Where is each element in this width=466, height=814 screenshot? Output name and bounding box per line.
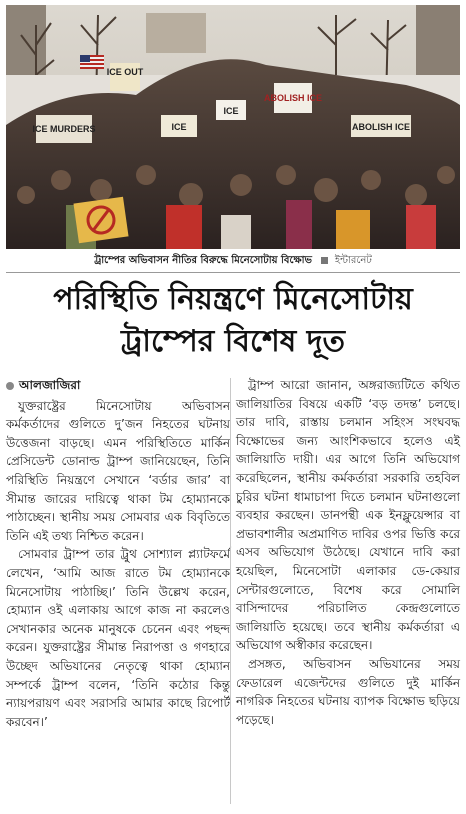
photo-sign: ICE xyxy=(223,106,239,116)
source-label: আলজাজিরা xyxy=(19,378,81,392)
headline-line-1: পরিস্থিতি নিয়ন্ত্রণে মিনেসোটায় xyxy=(53,282,413,317)
photo-sign: ICE OUT xyxy=(106,67,144,77)
protest-photo xyxy=(6,5,460,249)
photo-sign: ICE MURDERS xyxy=(32,124,96,134)
photo-sign: ABOLISH ICE xyxy=(263,93,323,103)
article-paragraph: যুক্তরাষ্ট্রের মিনেসোটায় অভিবাসন কর্মকর্তাদের গুলিতে দু’জন নিহতের ঘটনায় উত্তেজনা বাড়ছে। এমন পরিস্থিতিতে মার্কিন প্রেসিডেন্ট ডোনাল্ড ট্রাম্প জানিয়েছেন, তিনি পরিস্থিতি নিয়ন্ত্রণে সেখানে ‘বর্ডার জার’ বা সীমান্ত জারের দায়িত্বে থাকা টম হোম্যানকে পাঠাচ্ছেন। স্থানীয় সময় সোমবার এক বিবৃতিতে তিনি এই তথ্য নিশ্চিত করেন। xyxy=(6,398,230,543)
photo-sign: ICE xyxy=(171,122,187,132)
article-column-left xyxy=(6,376,230,731)
headline-rule-top xyxy=(6,272,460,273)
column-divider xyxy=(230,378,231,804)
bullet-dot-icon xyxy=(6,382,14,390)
square-bullet-icon xyxy=(321,257,328,264)
article-paragraph: সোমবার ট্রাম্প তার ট্রুথ সোশ্যাল প্ল্যাটফর্মে লেখেন, ‘আমি আজ রাতে টম হোম্যানকে মিনেসোটায় পাঠাচ্ছি।’ তিনি উল্লেখ করেন, হোম্যান ওই এলাকায় আগে কাজ না করলেও সেখানকার অনেক মানুষকে চেনেন এবং পছন্দ করেন। যুক্তরাষ্ট্রের সীমান্ত নিরাপত্তা ও গণহারে উচ্ছেদ অভিযানের নেতৃত্বে থাকা হোম্যান সম্পর্কে ট্রাম্প বলেন, ‘তিনি কঠোর কিন্তু ন্যায়পরায়ণ এবং সরাসরি আমার কাছে রিপোর্ট করবেন।’ xyxy=(6,547,230,729)
article-column-right xyxy=(236,376,460,729)
article-paragraph: প্রসঙ্গত, অভিবাসন অভিযানের সময় ফেডারেল এজেন্টদের গুলিতে দুই মার্কিন নাগরিক নিহতের ঘটনায় ব্যাপক বিক্ষোভ ছড়িয়ে পড়েছে। xyxy=(236,656,460,727)
caption-source: ইন্টারনেট xyxy=(334,255,372,266)
article-paragraph: ট্রাম্প আরো জানান, অঙ্গরাজ্যটিতে কথিত জালিয়াতির বিষয়ে একটি ‘বড় তদন্ত’ চলছে। তার দাবি, রাস্তায় চলমান সহিংস সংঘবদ্ধ বিক্ষোভের জন্য আংশিকভাবে হলেও এই জালিয়াতি দায়ী। এর আগে তিনি অভিযোগ করেছিলেন, স্থানীয় কর্মকর্তারা সরকারি তহবিল চুরির ঘটনা ধামাচাপা দিতে চলমান ঘটনাগুলো ব্যবহার করছেন। ডানপন্থী এক ইনফ্লুয়েন্সার বা প্রভাবশালীর অপ্রমাণিত দাবির ওপর ভিত্তি করে এসব অভিযোগ উঠেছে। যেখানে দাবি করা হয়েছিল, মিনেসোটা এলাকার ডে-কেয়ার সেন্টারগুলোতে, বিশেষ করে সোমালি বাসিন্দাদের পরিচালিত কেন্দ্রগুলোতে জালিয়াতি হয়েছে। তবে স্থানীয় কর্মকর্তারা এ অভিযোগ অস্বীকার করেছেন। xyxy=(236,378,460,653)
headline-line-2: ট্রাম্পের বিশেষ দূত xyxy=(120,324,346,359)
caption-text: ট্রাম্পের অভিবাসন নীতির বিরুদ্ধে মিনেসোটায় বিক্ষোভ xyxy=(94,255,312,266)
photo-caption xyxy=(6,253,460,269)
protest-photo-illustration xyxy=(6,5,460,249)
article-source xyxy=(6,376,230,395)
photo-sign: ABOLISH ICE xyxy=(351,122,411,132)
